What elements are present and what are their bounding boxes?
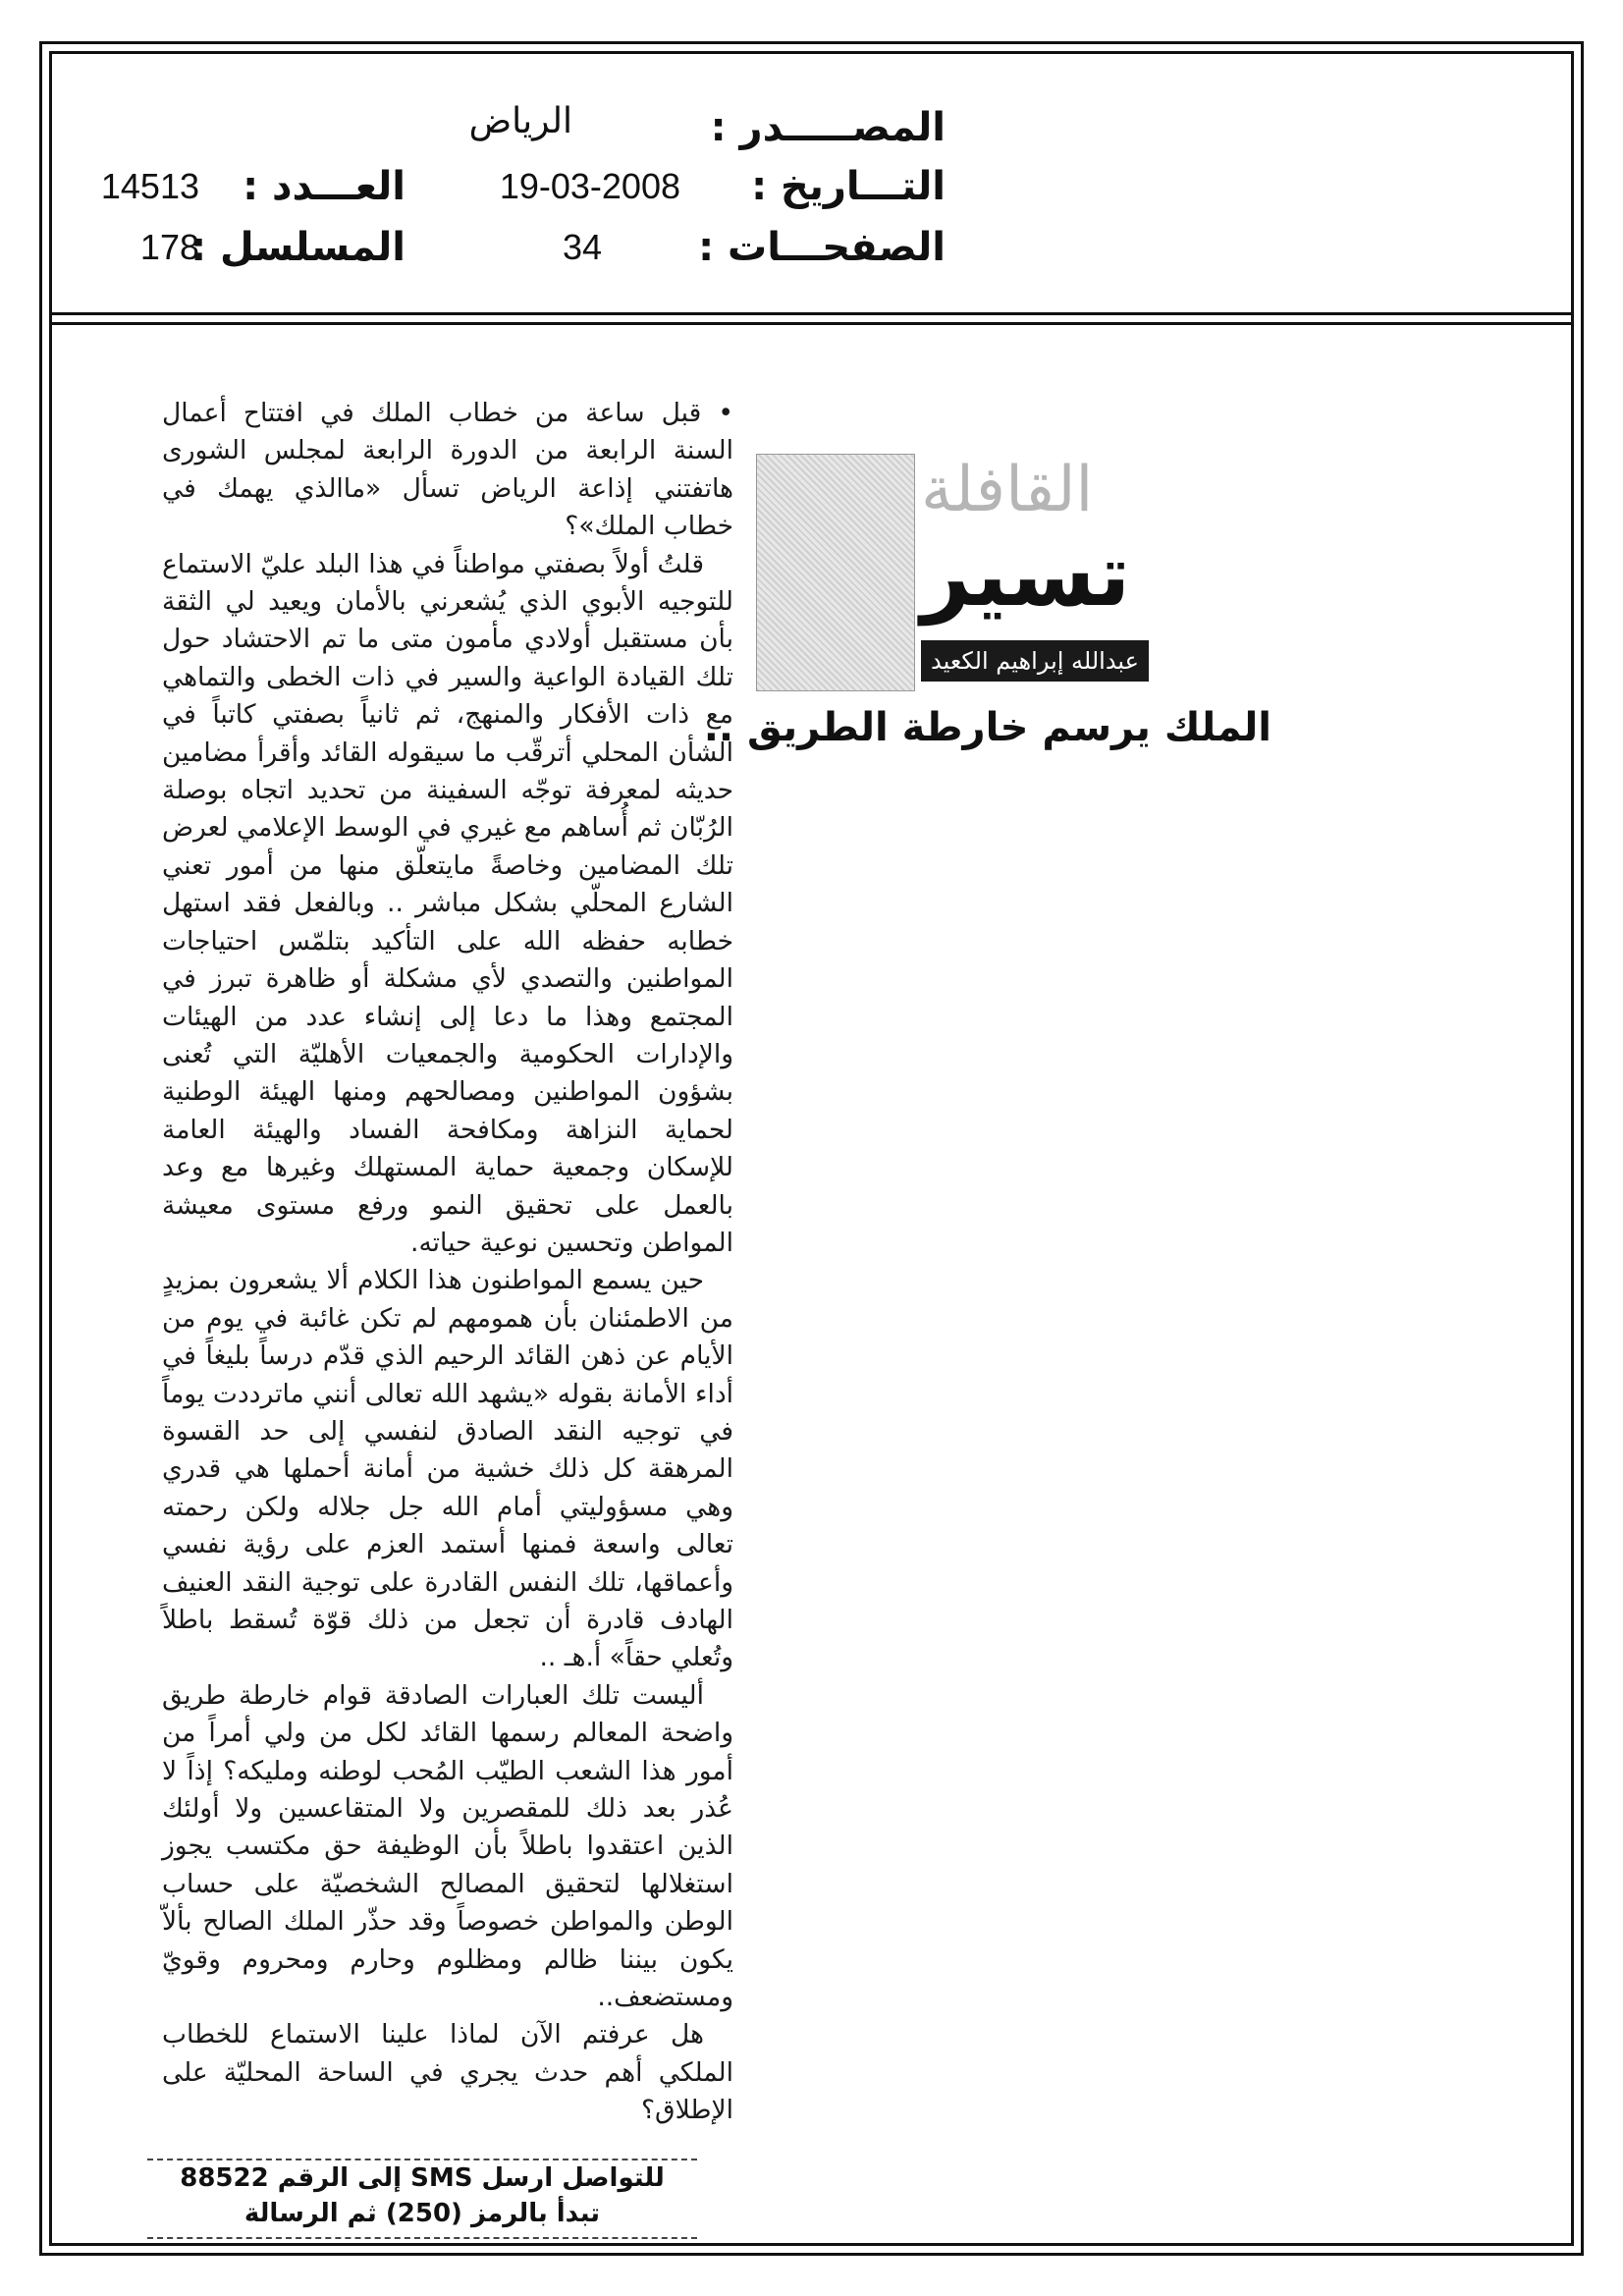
article-paragraph: أليست تلك العبارات الصادقة قوام خارطة طريق واضحة المعالم رسمها القائد لكل من ولي أمراً من أمور هذا الشعب الطيّب المُحب لوطنه ومليكه؟ إذاً لا عُذر بعد ذلك للمقصرين ولا المتقاعسين ولا أولئك الذين اعتقدوا باطلاً بأن الوظيفة حق مكتسب يجوز استغلالها لتحقيق المصالح الشخصيّة على حساب الوطن والمواطن خصوصاً وقد حذّر الملك الصالح بألاّ يكون بيننا ظالم ومظلوم وحارم ومحروم وقويّ ومستضعف.. bbox=[162, 1679, 733, 2013]
sms-line-2: تبدأ بالرمز (250) ثم الرسالة bbox=[243, 2199, 601, 2228]
pages-value: 34 bbox=[562, 227, 602, 267]
author-byline: عبدالله إبراهيم الكعيد bbox=[921, 640, 1149, 682]
column-logo bbox=[756, 454, 1154, 689]
sms-contact-box bbox=[147, 2159, 697, 2239]
article-headline: الملك يرسم خارطة الطريق .. bbox=[703, 705, 1271, 750]
date-value: 19-03-2008 bbox=[499, 166, 680, 206]
header-divider-second bbox=[49, 322, 1574, 325]
issue-value: 14513 bbox=[100, 166, 199, 206]
serial-label: المسلسل : bbox=[190, 225, 406, 270]
source-label: المصـــــدر : bbox=[710, 105, 946, 150]
column-name-top: القافلة bbox=[921, 454, 1094, 526]
serial-value: 178 bbox=[139, 227, 199, 267]
article-paragraph: • قبل ساعة من خطاب الملك في افتتاح أعمال السنة الرابعة من الدورة الرابعة لمجلس الشورى هاتفتني إذاعة الرياض تسأل «ماالذي يهمك في خطاب الملك»؟ bbox=[162, 398, 733, 542]
source-value: الرياض bbox=[468, 101, 572, 141]
date-label: التـــاريخ : bbox=[751, 164, 946, 209]
column-name-main: تسير bbox=[921, 524, 1131, 626]
pages-label: الصفحـــات : bbox=[698, 225, 946, 270]
issue-label: العـــدد : bbox=[243, 164, 406, 209]
sms-line-1: للتواصل ارسل SMS إلى الرقم 88522 bbox=[180, 2163, 665, 2193]
article-body bbox=[162, 395, 733, 2130]
article-paragraph: قلتُ أولاً بصفتي مواطناً في هذا البلد عليّ الاستماع للتوجيه الأبوي الذي يُشعرني بالأمان ويعيد لي الثقة بأن مستقبل أولادي مأمون متى ما تم الاحتشاد حول تلك القيادة الواعية والسير في ذات الخطى والتماهي مع ذات الأفكار والمنهج، ثم ثانياً بصفتي كاتباً في الشأن المحلي أترقّب ما سيقوله القائد وأقرأ مضامين حديثه لمعرفة توجّه السفينة من تحديد اتجاه بوصلة الرُبّان ثم أُساهم مع غيري في الوسط الإعلامي لعرض تلك المضامين وخاصةً مايتعلّق منها من أمور تعني الشارع المحلّي بشكل مباشر .. وبالفعل فقد استهل خطابه حفظه الله على التأكيد بتلمّس احتياجات المواطنين والتصدي لأي مشكلة أو ظاهرة تبرز في المجتمع وهذا ما دعا إلى إنشاء عدد من الهيئات والإدارات الحكومية والجمعيات الأهليّة التي تُعنى بشؤون المواطنين ومصالحهم ومنها الهيئة الوطنية لحماية النزاهة ومكافحة الفساد والهيئة العامة للإسكان وجمعية حماية المستهلك وغيرها مع وعد بالعمل على تحقيق النمو ورفع مستوى معيشة المواطن وتحسين نوعية حياته. bbox=[162, 548, 733, 1258]
article-paragraph: هل عرفتم الآن لماذا علينا الاستماع للخطاب الملكي أهم حدث يجري في الساحة المحليّة على الإطلاق؟ bbox=[162, 2019, 733, 2126]
author-photo bbox=[756, 454, 915, 691]
header-divider bbox=[49, 312, 1574, 315]
article-paragraph: حين يسمع المواطنون هذا الكلام ألا يشعرون بمزيدٍ من الاطمئنان بأن همومهم لم تكن غائبة في يوم من الأيام عن ذهن القائد الرحيم الذي قدّم درساً بليغاً في أداء الأمانة بقوله «يشهد الله تعالى أنني ماترددت يوماً في توجيه النقد الصادق لنفسي إلى حد القسوة المرهقة كل ذلك خشية من أمانة أحملها هي قدري وهي مسؤوليتي أمام الله جل جلاله ولكن رحمته تعالى واسعة فمنها أستمد العزم على رؤية نفسي وأعماقها، تلك النفس القادرة على توجية النقد العنيف الهادف قادرة أن تجعل من ذلك قوّة تُسقط باطلاً وتُعلي حقاً» أ.هـ .. bbox=[162, 1265, 733, 1673]
